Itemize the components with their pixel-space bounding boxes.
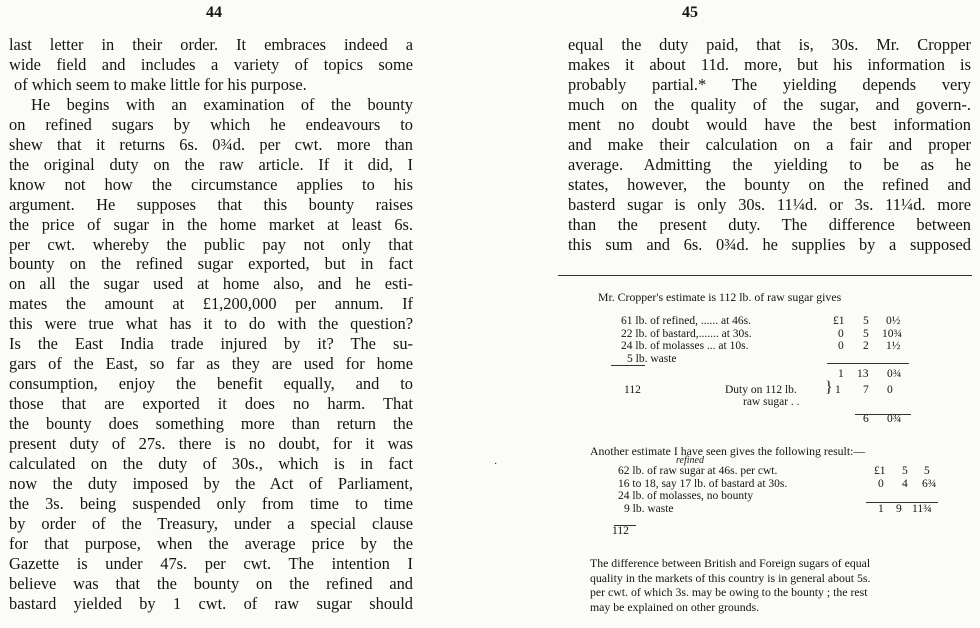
row-desc: 9 lb. waste	[624, 502, 674, 515]
text-line: per cwt. of which 3s. may be owing to the bounty ; the rest	[590, 585, 868, 599]
text-line: much on the quality of the sugar, and govern-.	[568, 94, 971, 114]
text-line: Is the East India trade injured by it? The su-	[9, 334, 413, 354]
footnote-intro: Another estimate I have seen gives the following result:—	[590, 444, 866, 458]
sum-rule	[611, 365, 645, 366]
pence: 0¾	[887, 368, 902, 380]
text-line: the bounty does something more than return the	[9, 414, 413, 434]
pounds: 1	[838, 368, 844, 380]
shillings: 4	[902, 477, 908, 490]
text-line: ment no doubt would have the best information	[568, 114, 971, 134]
shillings: 13	[857, 368, 869, 380]
total-lb: 112	[624, 383, 641, 396]
handwritten-note: refined	[676, 455, 704, 466]
pence: 10¾	[882, 327, 903, 340]
shillings: 5	[902, 465, 908, 477]
stray-mark: ·	[494, 459, 498, 470]
page-number: 44	[206, 4, 222, 21]
pence: 5	[924, 465, 930, 477]
pence: 0¾	[887, 412, 902, 425]
shillings: 2	[863, 340, 869, 352]
pence: 0	[887, 383, 893, 396]
shillings: 5	[863, 315, 869, 327]
text-line: by order of the Treasury, under a special clause	[9, 513, 413, 533]
text-line: equal the duty paid, that is, 30s. Mr. Cropper	[568, 35, 971, 54]
text-line: the original duty on the raw article. If it did, I	[9, 154, 413, 174]
text-line: wide field and includes a variety of topics some	[9, 54, 413, 74]
text-line: know not how the circumstance applies to his	[9, 174, 413, 194]
text-line: the price of sugar in the home market at least 6s.	[9, 214, 413, 234]
footnote-intro: Mr. Cropper's estimate is 112 lb. of raw sugar gives	[598, 290, 842, 304]
total-lb: 112	[612, 525, 629, 537]
text-line: He begins with an examination of the bounty	[31, 94, 413, 114]
text-line: present duty of 27s. there is no doubt, for it was	[9, 434, 413, 454]
page-body	[568, 35, 971, 254]
page-body	[9, 35, 413, 614]
right-page	[490, 0, 980, 628]
row-desc: 62 lb. of raw sugar at 46s. per cwt.	[618, 465, 778, 477]
text-line: on all the sugar used at home also, and he esti-	[9, 274, 413, 294]
row-desc: 24 lb. of molasses ... at 10s.	[621, 340, 749, 352]
text-line: basterd sugar is only 30s. 11¼d. or 3s. 11¼d. more	[568, 194, 971, 214]
text-line: than the present duty. The difference between	[568, 214, 971, 234]
text-line: this sum and 6s. 0¾d. he supplies by a supposed	[568, 234, 971, 254]
page-number: 45	[682, 4, 698, 21]
sum-rule	[827, 363, 909, 364]
text-line: bounty on the refined sugar exported, but in fact	[9, 254, 413, 274]
row-desc: 22 lb. of bastard,....... at 30s.	[621, 327, 752, 340]
brace: }	[825, 378, 833, 396]
pounds: 1	[878, 502, 884, 515]
text-line: may be explained on other grounds.	[590, 599, 760, 614]
duty-label: Duty on 112 lb.	[725, 383, 797, 396]
text-line: argument. He supposes that this bounty raises	[9, 194, 413, 214]
text-line: of which seem to make little for his purpose.	[14, 74, 307, 94]
text-line: mates the amount at £1,200,000 per annum. If	[9, 294, 413, 314]
row-desc: 24 lb. of molasses, no bounty	[618, 490, 754, 502]
text-line: the 3s. being suspended only from time to time	[9, 493, 413, 513]
text-line: Gazette is under 47s. per cwt. The intention I	[9, 553, 413, 573]
pounds: 0	[838, 340, 844, 352]
pounds: 1	[835, 383, 841, 396]
text-line: The difference between British and Foreign sugars of equal	[590, 556, 871, 570]
footnote-rule	[558, 275, 972, 276]
duty-label: raw sugar . .	[743, 396, 800, 408]
shillings: 5	[863, 327, 869, 340]
text-line: makes it about 11d. more, but his information is	[568, 54, 971, 74]
text-line: believe was that the bounty on the refined and	[9, 573, 413, 593]
pounds: 0	[878, 477, 884, 490]
pence: 11¾	[912, 502, 932, 515]
shillings: 7	[863, 383, 869, 396]
pounds: 0	[838, 327, 844, 340]
text-line: on refined sugars by which he endeavours to	[9, 114, 413, 134]
text-line: gars of the East, so far as they are used for home	[9, 354, 413, 374]
pence: 0½	[886, 315, 901, 327]
text-line: quality in the markets of this country is in general about 5s.	[590, 570, 871, 585]
text-line: states, however, the bounty on the refined and	[568, 174, 971, 194]
text-line: calculated on the duty of 30s., which is in fact	[9, 454, 413, 474]
row-desc: 16 to 18, say 17 lb. of bastard at 30s.	[618, 477, 788, 490]
row-desc: 61 lb. of refined, ...... at 46s.	[621, 315, 751, 327]
text-line: and make their calculation on a fair and proper	[568, 134, 971, 154]
text-line: those that are exported it does no harm. That	[9, 394, 413, 414]
pounds: £1	[874, 465, 886, 477]
pounds: £1	[833, 315, 845, 327]
text-line: average. Admitting the yielding to be as he	[568, 154, 971, 174]
text-line: consumption, enjoy the benefit equally, and to	[9, 374, 413, 394]
shillings: 6	[863, 412, 869, 425]
text-line: last letter in their order. It embraces indeed a	[9, 35, 413, 54]
text-line: this were true what has it to do with the question?	[9, 314, 413, 334]
footnote-closing	[590, 556, 972, 614]
pence: 6¾	[922, 477, 937, 490]
text-line: for that purpose, when the average price by the	[9, 533, 413, 553]
row-desc: 5 lb. waste	[627, 352, 677, 365]
text-line: probably partial.* The yielding depends very	[568, 74, 971, 94]
pence: 1½	[886, 340, 901, 352]
text-line: shew that it returns 6s. 0¾d. per cwt. more than	[9, 134, 413, 154]
text-line: per cwt. whereby the public pay not only that	[9, 234, 413, 254]
text-line: bastard yielded by 1 cwt. of raw sugar should	[9, 593, 413, 613]
shillings: 9	[896, 502, 902, 515]
text-line: now the duty imposed by the Act of Parliament,	[9, 473, 413, 493]
